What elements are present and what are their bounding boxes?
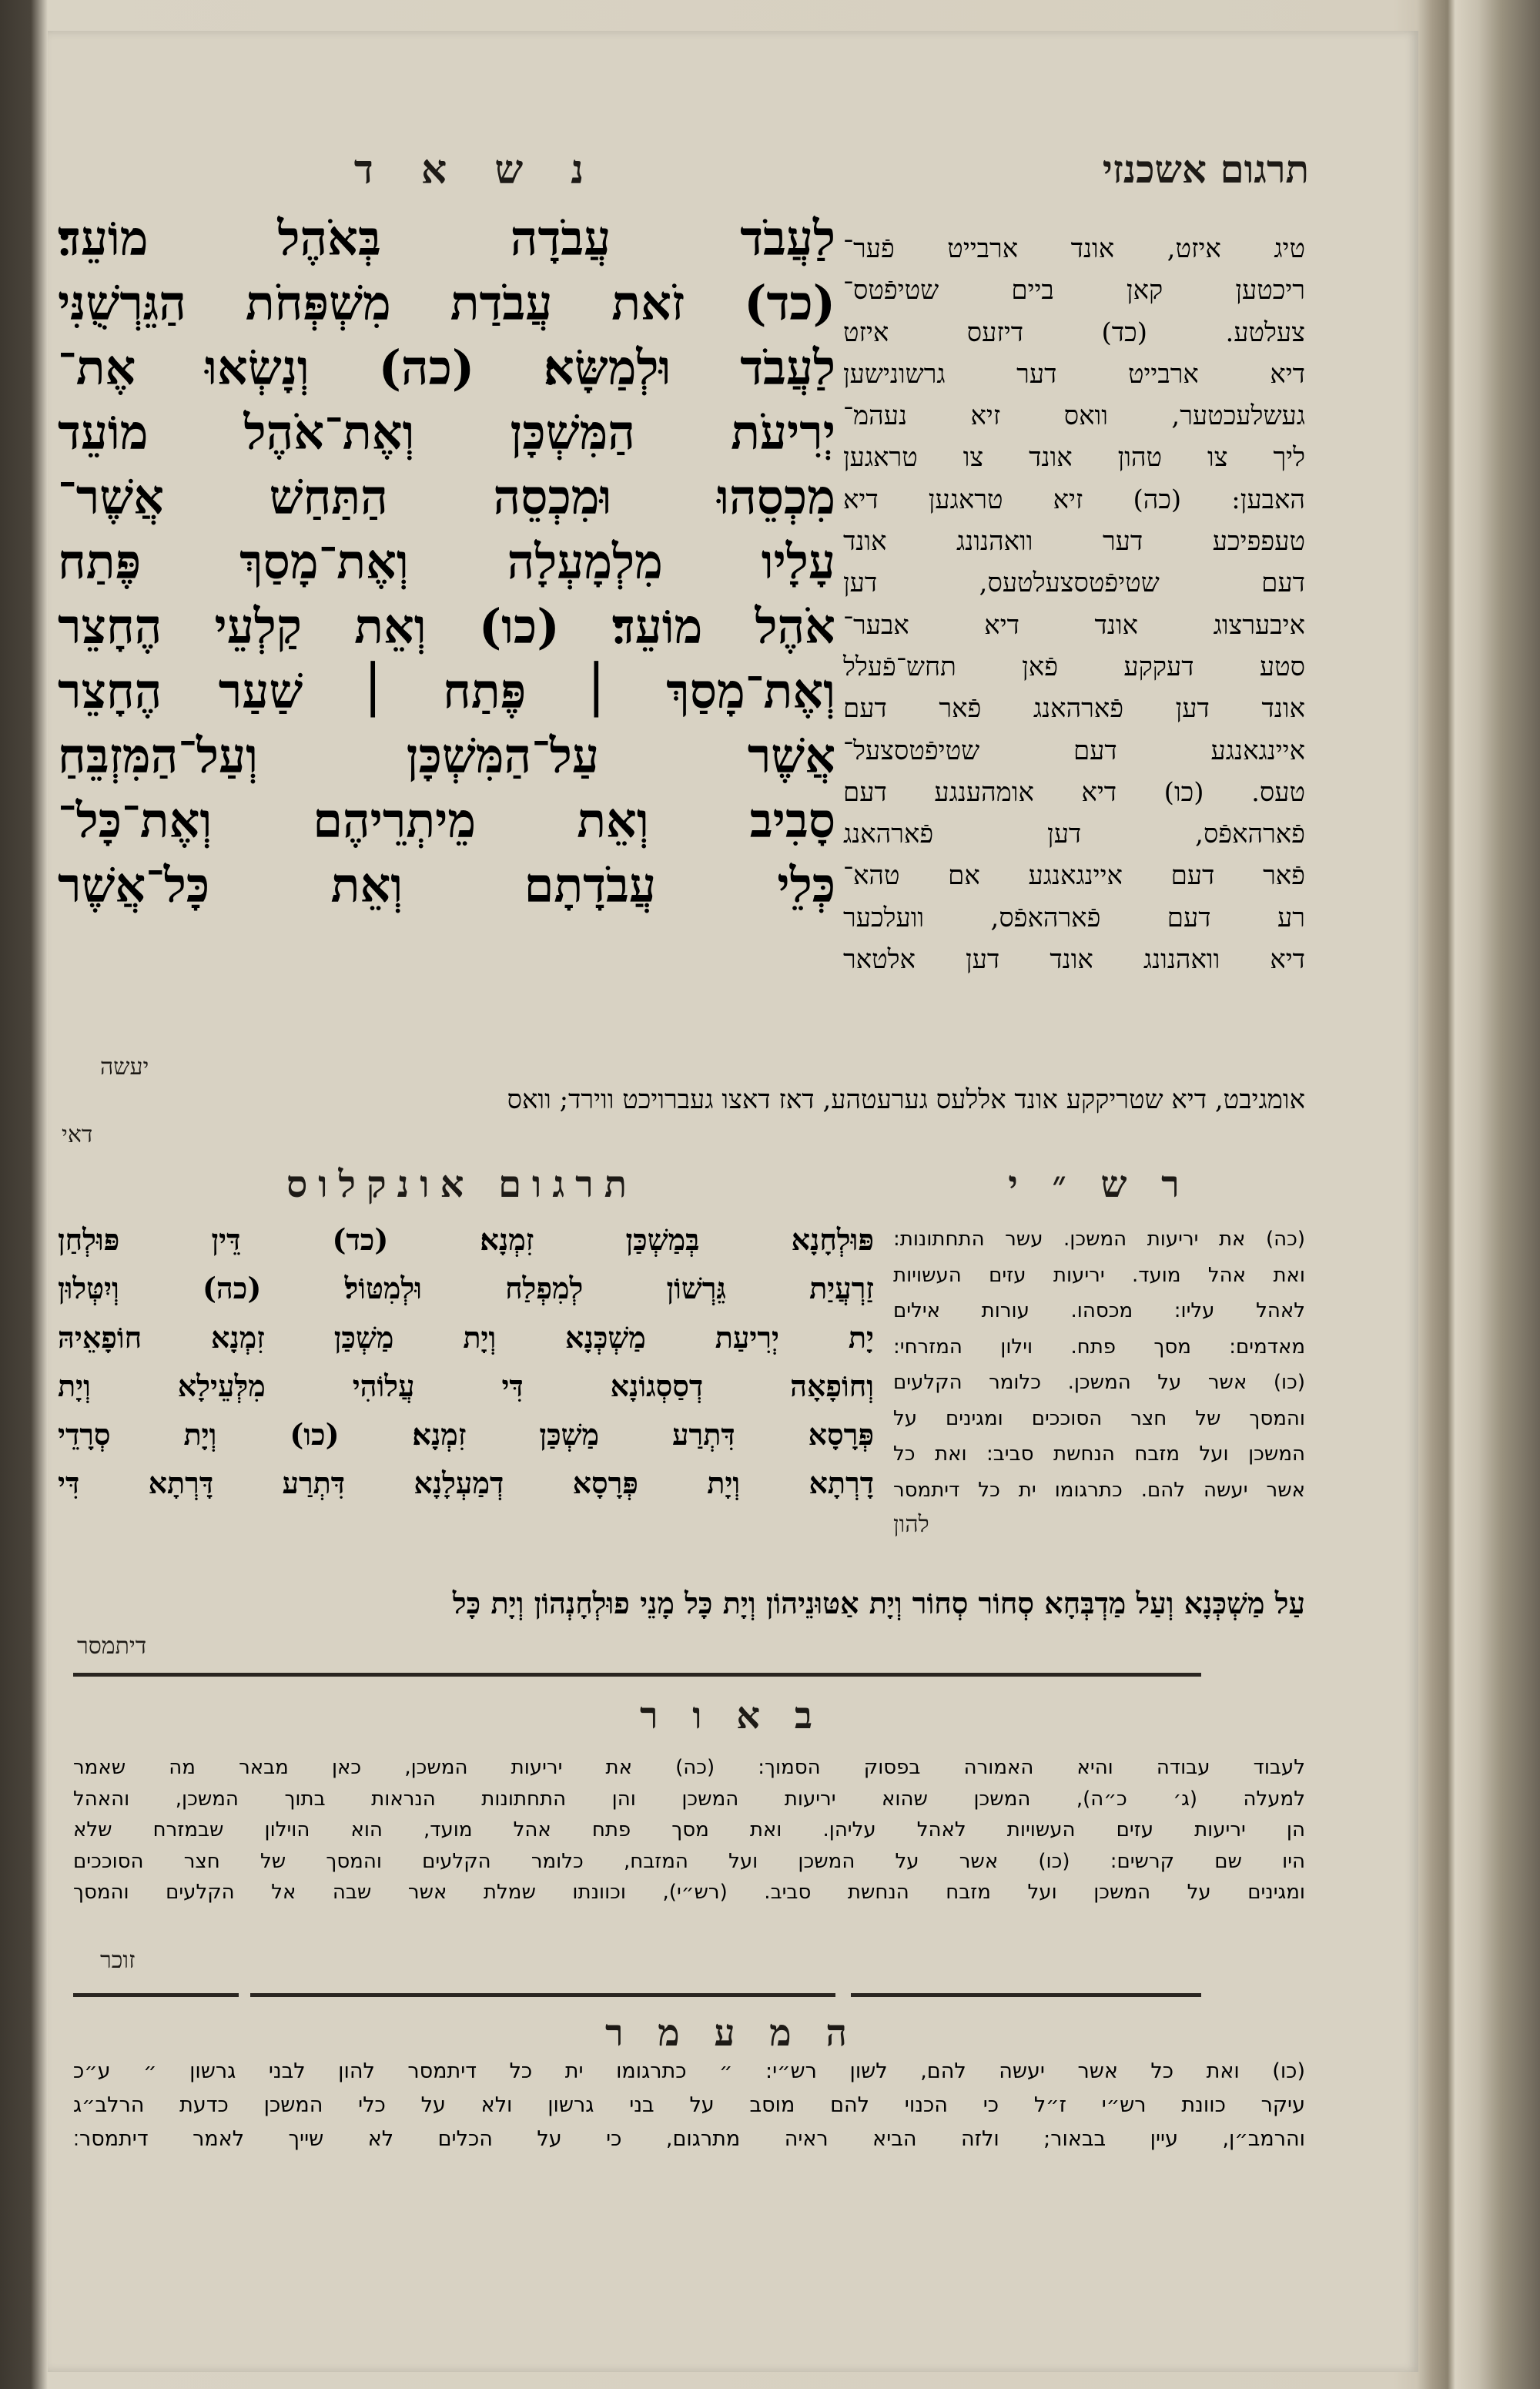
rashi-title: ר ש ״ י	[1008, 1163, 1190, 1206]
biur-line: הן יריעות עזים העשויות לאהל עליהן. ואת מסך פתח אהל מועד, הוא הוילון שבמזרח שלא	[73, 1818, 1305, 1841]
rashi-line: והמסך של חצר הסוככים ומגינים על	[893, 1406, 1305, 1430]
hameamer-line: (כו) ואת כל אשר יעשה להם, לשון רש״י: ״ כתרגומו ית כל דיתמסר להון לבני גרשון ״ ע״כ	[73, 2059, 1305, 2083]
onkelos-full-width-line: עַל מַשְׁכְּנָא וְעַל מַדְבְּחָא סְחוֹר סְחוֹר וְיָת אַטּוּנֵיהוֹן וְיָת כָּל מָנֵי פוּלְחָנְהוֹן וְיָת כָּל	[452, 1586, 1305, 1620]
translation-line: האבען: (כה) זיא טראגען דיא	[843, 484, 1305, 515]
onkelos-line: זַרְעֲיַת גֵּרְשׁוֹן לְמִפְלַח וּלְמִטּוֹל׃ (כה) וְיִטְּלוּן	[58, 1271, 874, 1306]
running-header-targum: תרגום אשכנזי	[1102, 146, 1309, 192]
onkelos-line: פְּרָסָא דִּתְרַע מַשְׁכַּן זִמְנָא׃ (כו) וְיָת סְרָדֵי	[58, 1417, 874, 1452]
translation-line: פֿאר דעם איינגאנגע אם טהא־	[843, 860, 1305, 892]
hameamer-title: ה מ ע מ ר	[604, 2012, 859, 2055]
rashi-catchword: להון	[893, 1511, 929, 1538]
bible-line: עָלָיו מִלְמָעְלָה וְאֶת־מָסַךְ פֶּתַח	[58, 534, 835, 590]
rashi-line: אשר יעשה להם. כתרגומו ית כל דיתמסר	[893, 1478, 1305, 1502]
hameamer-line: עיקר כוונת רש״י ז״ל כי הכנוי להם מוסב על בני גרשון ולא על כלי המשכן כדעת הרלב״ג	[73, 2093, 1305, 2117]
section-divider	[73, 1993, 239, 1997]
onkelos-line: דָרְתָא וְיָת פְּרָסָא דְמַעְלָנָא דִּתְרַע דָּרְתָא דִּי	[58, 1466, 874, 1501]
translation-line: פֿארהאפֿס, דען פֿארהאנג	[843, 819, 1305, 850]
rashi-line: לאהל עליו: מכסהו. עורות אילים	[893, 1299, 1305, 1322]
translation-line: סטע דעקקע פֿאן תחש־פֿעלל	[843, 651, 1305, 682]
translation-column	[843, 228, 1305, 980]
bible-line: מִכְסֵהוּ וּמִכְסֵה הַתַּחַשׁ אֲשֶׁר־	[58, 469, 835, 525]
bible-text-block	[58, 206, 835, 918]
translation-line: איינגאנגע דעם שטיפֿטסצעל־	[843, 735, 1305, 766]
translation-line: דיא ארבייט דער גרשונישען	[843, 358, 1305, 390]
biur-line: היו שם קרשים: (כו) אשר על המשכן ועל המזבח, כלומר הקלעים והמסך של חצר הסוככים	[73, 1849, 1305, 1873]
hameamer-commentary	[73, 2055, 1305, 2156]
onkelos-catchword: דיתמסר	[77, 1633, 147, 1660]
translation-line: אונד דען פֿארהאנג פֿאר דעם	[843, 693, 1305, 725]
section-divider	[73, 1673, 1201, 1677]
biur-line: ומגינים על המשכן ועל מזבח הנחשת סביב. (רש״י), וכוונתו שמלת אשר שבה אל הקלעים והמסך	[73, 1881, 1305, 1904]
running-header-parsha: נ ש א ד	[353, 146, 601, 193]
rashi-line: (כו) אשר על המשכן. כלומר הקלעים	[893, 1371, 1305, 1394]
translation-line: טעפפיכע דער וואהנונג אונד	[843, 526, 1305, 558]
biur-line: למעלה (ג׳ כ״ה), המשכן שהוא יריעות המשכן והן התחתונות הנראות בתוך המשכן, והאהל	[73, 1787, 1305, 1811]
translation-line: טיג איזט, אונד ארבייט פֿער־	[843, 233, 1305, 264]
bible-line: לַעֲבֹד עֲבֹדָה בְּאֹהֶל מוֹעֵד׃	[58, 210, 835, 266]
bible-line: סָבִיב וְאֵת מֵיתְרֵיהֶם וְאֶת־כָּל־	[58, 792, 835, 849]
translation-line: טעס. (כו) דיא אומהענגע דעם	[843, 776, 1305, 808]
rashi-commentary	[893, 1221, 1305, 1508]
rashi-line: המשכן ועל מזבח הנחשת סביב: ואת כל	[893, 1442, 1305, 1466]
translation-line: דעם שטיפֿטסצעלטעס, דען	[843, 568, 1305, 599]
translation-line: ריכטען קאן ביים שטיפֿטס־	[843, 275, 1305, 307]
bible-line: וְאֶת־מָסַךְ ׀ פֶּתַח ׀ שַׁעַר הֶחָצֵר	[58, 663, 835, 719]
translation-line: איבערצוג אונד דיא אבער־	[843, 609, 1305, 641]
section-divider	[851, 1993, 1201, 1997]
bible-line: אֹהֶל מוֹעֵד׃ (כו) וְאֵת קַלְעֵי הֶחָצֵר	[58, 598, 835, 655]
bible-line: (כד) זֹאת עֲבֹדַת מִשְׁפְּחֹת הַגֵּרְשֻׁנִּי	[58, 275, 835, 331]
translation-line: צעלטע. (כד) דיזעס איזט	[843, 317, 1305, 348]
translation-line: ליך צו טהון אונד צו טראגען	[843, 442, 1305, 474]
translation-line: געשלעכטער, וואס זיא נעהמ־	[843, 400, 1305, 432]
biur-line: לעבוד עבודה והיא האמורה בפסוק הסמוך: (כה) את יריעות המשכן, כאן מבאר מה שאמר	[73, 1756, 1305, 1779]
bible-line: כְּלֵי עֲבֹדָתָם וְאֵת כָּל־אֲשֶׁר	[58, 857, 835, 913]
hameamer-line: והרמב״ן, עיין בבאור; ולזה הביא ראיה מתרגום, כי על הכלים לא שייך לאמר דיתמסר׃	[73, 2127, 1305, 2151]
rashi-line: ואת אהל מועד. יריעות עזים העשויות	[893, 1263, 1305, 1287]
onkelos-line: יָת יְרִיעַת מַשְׁכְּנָא וְיָת מַשְׁכַּן זִמְנָא חוֹפָאֵיהּ	[58, 1319, 874, 1355]
bible-catchword: יעשה	[100, 1054, 149, 1081]
rashi-line: (כה) את יריעות המשכן. עשר התחתונות:	[893, 1228, 1305, 1251]
onkelos-line: פּוּלְחָנָא בְּמַשְׁכַּן זִמְנָא׃ (כד) דֵּין פּוּלְחַן	[58, 1222, 874, 1257]
onkelos-title: תרגום אונקלוס	[286, 1163, 638, 1206]
biur-commentary	[73, 1752, 1305, 1908]
biur-catchword: זוכר	[100, 1947, 136, 1974]
translation-catchword: דאי	[62, 1121, 93, 1148]
biur-title: ב א ו ר	[640, 1694, 823, 1737]
rashi-line: מאדמים: מסך פתח. וילון המזרחי:	[893, 1335, 1305, 1359]
translation-line: רע דעם פֿארהאפֿס, וועלכער	[843, 902, 1305, 933]
onkelos-translation	[58, 1215, 874, 1508]
section-divider	[250, 1993, 835, 1997]
translation-line: דיא וואהנונג אונד דען אלטאר	[843, 944, 1305, 976]
bible-line: אֲשֶׁר עַל־הַמִּשְׁכָּן וְעַל־הַמִּזְבֵּחַ	[58, 728, 835, 784]
onkelos-line: וְחוֹפָאָה דְסַסְגוֹנָא דִּי עֲלוֹהִי מִלְּעֵילָא וְיָת	[58, 1368, 874, 1403]
bible-line: יְרִיעֹת הַמִּשְׁכָּן וְאֶת־אֹהֶל מוֹעֵד	[58, 404, 835, 461]
bible-line: לַעֲבֹד וּלְמַשָּׂא׃ (כה) וְנָשְׂאוּ אֶת־	[58, 340, 835, 396]
translation-full-width-line: אומגיבט, דיא שטריקקע אונד אללעס גערעטהע, דאז דאצו געברויכט ווירד; וואס	[507, 1084, 1305, 1115]
